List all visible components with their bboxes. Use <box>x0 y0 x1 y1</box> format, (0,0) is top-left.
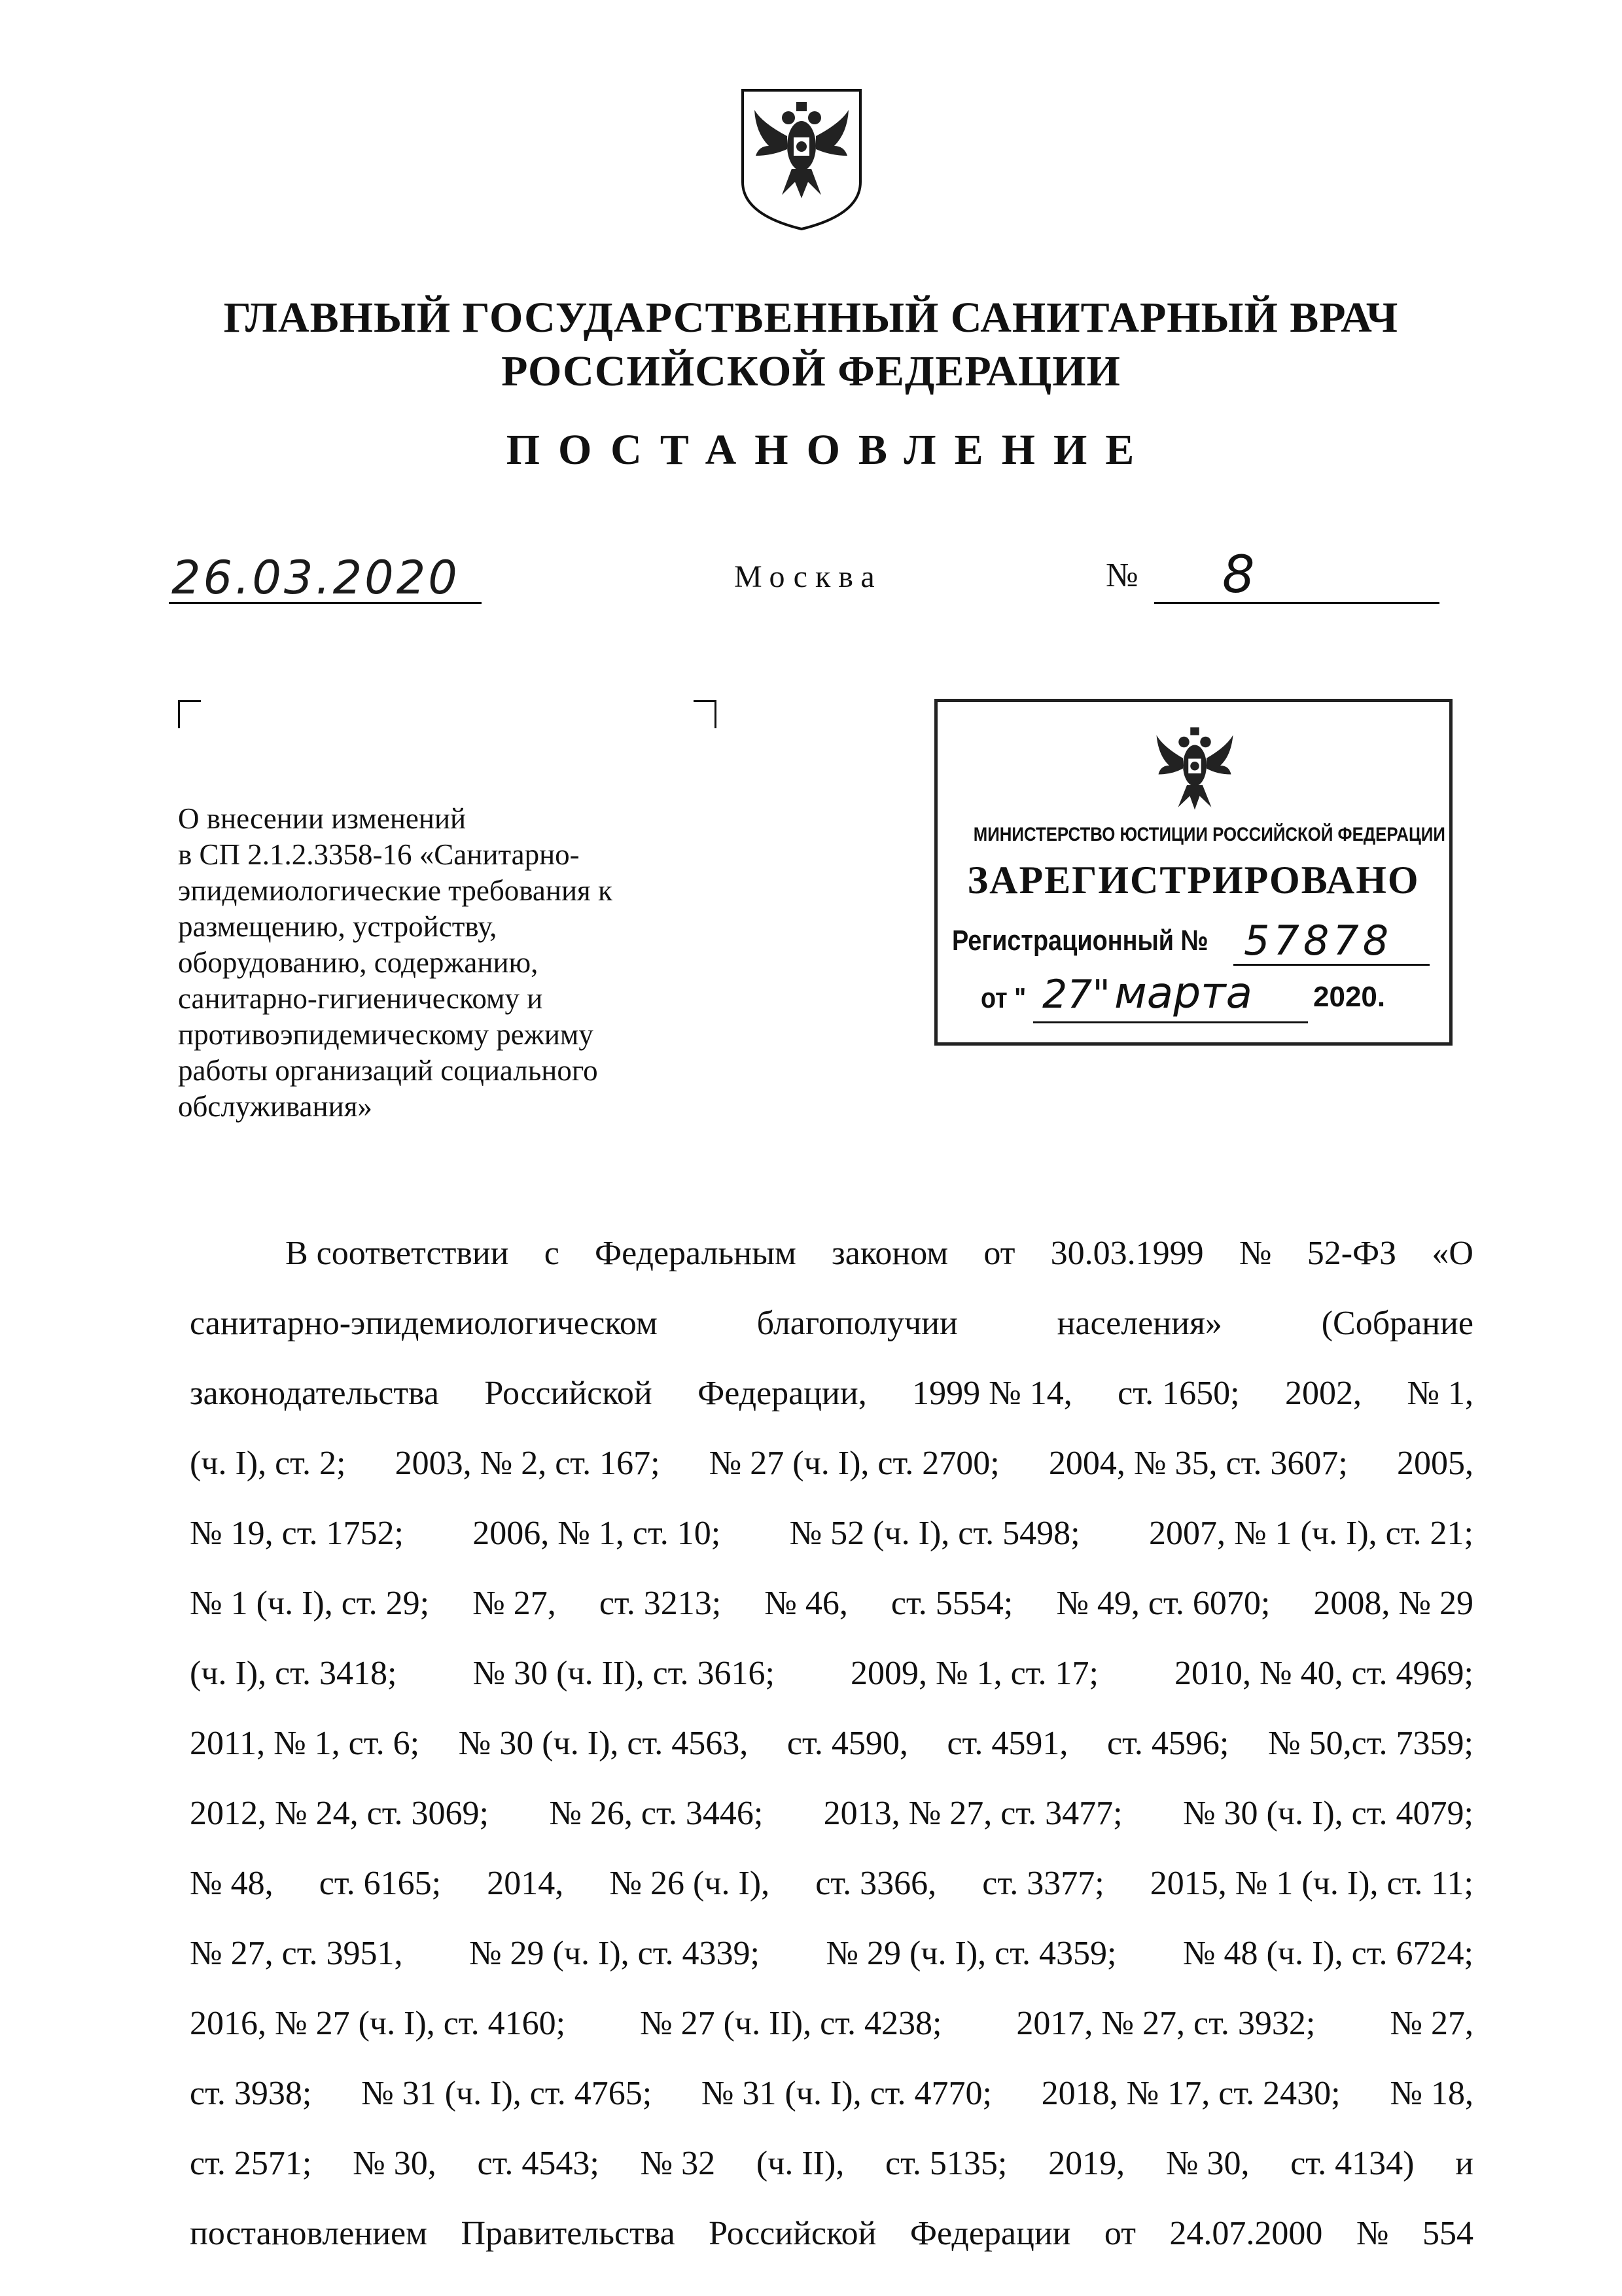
stamp-from-label: от " <box>981 982 1027 1014</box>
stamp-registration-label: Регистрационный № <box>952 925 1208 957</box>
body-word: ст. 3377; <box>982 1865 1104 1902</box>
issuer-title-line2: РОССИЙСКОЙ ФЕДЕРАЦИИ <box>501 347 1121 395</box>
body-word: 2007, № 1 (ч. I), ст. 21; <box>1148 1515 1473 1552</box>
subject-line: обслуживания» <box>178 1090 372 1123</box>
body-word: ст. 4591, <box>947 1725 1068 1762</box>
body-word: постановлением <box>190 2215 428 2252</box>
body-word: № 29 (ч. I), ст. 4339; <box>468 1935 760 1972</box>
number-underline <box>1154 602 1439 604</box>
body-word: санитарно-эпидемиологическом <box>190 1305 658 1342</box>
body-word: № 27 (ч. II), ст. 4238; <box>640 2005 942 2042</box>
body-line <box>190 1918 1473 1988</box>
body-line <box>190 1358 1473 1428</box>
stamp-year: 2020. <box>1313 981 1386 1013</box>
document-city: Москва <box>734 559 883 594</box>
body-line <box>190 1708 1473 1778</box>
body-word: 2011, № 1, ст. 6; <box>190 1725 420 1762</box>
body-word: 30.03.1999 <box>1050 1235 1204 1272</box>
body-line <box>190 1638 1473 1708</box>
body-word: (ч. II), <box>756 2145 845 2182</box>
body-word: № 30 (ч. II), ст. 3616; <box>472 1655 775 1692</box>
body-word: населения» <box>1057 1305 1222 1342</box>
body-word: 2016, № 27 (ч. I), ст. 4160; <box>190 2005 566 2042</box>
subject-line: размещению, устройству, <box>178 910 497 943</box>
body-word: 2008, № 29 <box>1313 1585 1473 1622</box>
body-word: № 46, <box>764 1585 848 1622</box>
body-word: 2003, № 2, ст. 167; <box>395 1445 660 1482</box>
body-word: 2010, № 40, ст. 4969; <box>1174 1655 1473 1692</box>
body-word: № 30 (ч. I), ст. 4563, <box>458 1725 749 1762</box>
body-word: № 26 (ч. I), <box>609 1865 770 1902</box>
body-word: 2002, <box>1284 1375 1362 1412</box>
document-number: 8 <box>1222 546 1255 605</box>
body-word: 554 <box>1422 2215 1473 2252</box>
body-word: № 50,ст. 7359; <box>1268 1725 1473 1762</box>
number-label: № <box>1106 557 1138 594</box>
body-line <box>190 1568 1473 1638</box>
body-word: № 26, ст. 3446; <box>549 1795 764 1832</box>
body-word: ст. 6165; <box>319 1865 442 1902</box>
body-word: 2017, № 27, ст. 3932; <box>1016 2005 1316 2042</box>
subject-line: противоэпидемическому режиму <box>178 1018 593 1051</box>
stamp-date-underline <box>1033 1021 1308 1023</box>
body-word: 2014, <box>487 1865 564 1902</box>
body-word: № 1, <box>1407 1375 1473 1412</box>
stamp-emblem-icon <box>1146 716 1244 815</box>
body-word: ст. 1650; <box>1118 1375 1240 1412</box>
body-word: ст. 5554; <box>890 1585 1014 1622</box>
body-word: № 48, <box>190 1865 273 1902</box>
stamp-registered-label: ЗАРЕГИСТРИРОВАНО <box>967 858 1420 902</box>
body-word: 2018, № 17, ст. 2430; <box>1041 2075 1341 2112</box>
stamp-day: 27" <box>1042 972 1110 1017</box>
document-subject <box>178 801 714 1125</box>
body-word: № 52 (ч. I), ст. 5498; <box>789 1515 1080 1552</box>
body-word: с <box>544 1235 559 1272</box>
body-word: № 27, <box>1390 2005 1473 2042</box>
document-body <box>190 1218 1473 2269</box>
issuer-title-line1: ГЛАВНЫЙ ГОСУДАРСТВЕННЫЙ САНИТАРНЫЙ ВРАЧ <box>223 294 1399 342</box>
body-word: № 31 (ч. I), ст. 4765; <box>361 2075 652 2112</box>
body-word: № 29 (ч. I), ст. 4359; <box>826 1935 1117 1972</box>
subject-line: оборудованию, содержанию, <box>178 946 538 979</box>
body-word: законом <box>832 1235 949 1272</box>
body-line <box>190 1218 1473 1288</box>
body-word: Федерации <box>909 2215 1071 2252</box>
body-word: ст. 4596; <box>1107 1725 1229 1762</box>
body-word: 2015, № 1 (ч. I), ст. 11; <box>1150 1865 1473 1902</box>
body-line <box>190 1288 1473 1358</box>
body-line <box>190 2128 1473 2199</box>
body-word: ст. 3213; <box>599 1585 722 1622</box>
corner-bracket-left <box>178 700 201 728</box>
body-word: ст. 4134) <box>1290 2145 1415 2182</box>
body-word: ст. 3366, <box>815 1865 937 1902</box>
body-word: ст. 3938; <box>190 2075 312 2112</box>
stamp-number-underline <box>1233 964 1430 966</box>
body-word: № 19, ст. 1752; <box>190 1515 404 1552</box>
body-word: ст. 2571; <box>190 2145 312 2182</box>
body-line <box>190 1988 1473 2058</box>
body-word: № 31 (ч. I), ст. 4770; <box>701 2075 992 2112</box>
body-word: 2009, № 1, ст. 17; <box>850 1655 1099 1692</box>
body-word: благополучии <box>756 1305 958 1342</box>
subject-line: О внесении изменений <box>178 802 467 835</box>
stamp-month: марта <box>1114 968 1253 1018</box>
body-word: № 30, <box>1165 2145 1250 2182</box>
registration-stamp <box>934 699 1453 1046</box>
body-word: «О <box>1432 1235 1473 1272</box>
body-word: Федерации, <box>697 1375 867 1412</box>
body-line <box>190 1428 1473 1498</box>
body-word: Правительства <box>461 2215 675 2252</box>
body-line <box>190 1498 1473 1568</box>
body-word: В соответствии <box>285 1235 509 1272</box>
document-type: ПОСТАНОВЛЕНИЕ <box>506 426 1153 474</box>
body-line <box>190 1848 1473 1918</box>
subject-line: в СП 2.1.2.3358-16 «Санитарно- <box>178 838 580 871</box>
body-word: № 30 (ч. I), ст. 4079; <box>1182 1795 1473 1832</box>
body-word: 52-ФЗ <box>1307 1235 1397 1272</box>
body-line <box>190 1778 1473 1848</box>
body-word: ст. 4543; <box>477 2145 599 2182</box>
body-word: Федеральным <box>595 1235 796 1272</box>
body-word: (Собрание <box>1321 1305 1473 1342</box>
body-word: № 49, ст. 6070; <box>1056 1585 1271 1622</box>
body-word: № 27, <box>472 1585 556 1622</box>
body-word: (ч. I), ст. 2; <box>190 1445 346 1482</box>
body-line <box>190 2199 1473 2269</box>
body-word: № 1 (ч. I), ст. 29; <box>190 1585 430 1622</box>
body-word: 2012, № 24, ст. 3069; <box>190 1795 489 1832</box>
body-word: № 27, ст. 3951, <box>190 1935 403 1972</box>
subject-line: эпидемиологические требования к <box>178 874 612 907</box>
body-word: ст. 4590, <box>786 1725 908 1762</box>
document-date: 26.03.2020 <box>171 551 460 605</box>
body-word: 2004, № 35, ст. 3607; <box>1048 1445 1348 1482</box>
body-word: ст. 5135; <box>885 2145 1008 2182</box>
body-word: 2005, <box>1396 1445 1473 1482</box>
body-word: № 48 (ч. I), ст. 6724; <box>1182 1935 1473 1972</box>
body-word: (ч. I), ст. 3418; <box>190 1655 397 1692</box>
body-word: и <box>1455 2145 1473 2182</box>
subject-line: санитарно-гигиеническому и <box>178 982 543 1015</box>
state-emblem-icon <box>736 84 867 234</box>
body-word: № <box>1239 1235 1272 1272</box>
stamp-ministry-name: МИНИСТЕРСТВО ЮСТИЦИИ РОССИЙСКОЙ ФЕДЕРАЦИИ <box>973 824 1445 845</box>
body-word: № 27 (ч. I), ст. 2700; <box>709 1445 1000 1482</box>
corner-bracket-right <box>694 700 716 728</box>
body-word: 1999 № 14, <box>912 1375 1072 1412</box>
body-word: 2019, <box>1048 2145 1125 2182</box>
body-word: от <box>1104 2215 1136 2252</box>
body-word: № <box>1356 2215 1389 2252</box>
body-word: от <box>983 1235 1015 1272</box>
body-word: 2006, № 1, ст. 10; <box>472 1515 721 1552</box>
body-word: законодательства <box>190 1375 439 1412</box>
subject-line: работы организаций социального <box>178 1054 598 1087</box>
body-word: Российской <box>709 2215 877 2252</box>
body-line <box>190 2058 1473 2128</box>
stamp-registration-number: 57878 <box>1244 917 1393 964</box>
body-word: № 18, <box>1390 2075 1473 2112</box>
body-word: Российской <box>484 1375 652 1412</box>
body-word: № 30, <box>353 2145 436 2182</box>
date-underline <box>169 602 482 604</box>
body-word: № 32 <box>640 2145 716 2182</box>
body-word: 24.07.2000 <box>1169 2215 1323 2252</box>
body-word: 2013, № 27, ст. 3477; <box>823 1795 1123 1832</box>
